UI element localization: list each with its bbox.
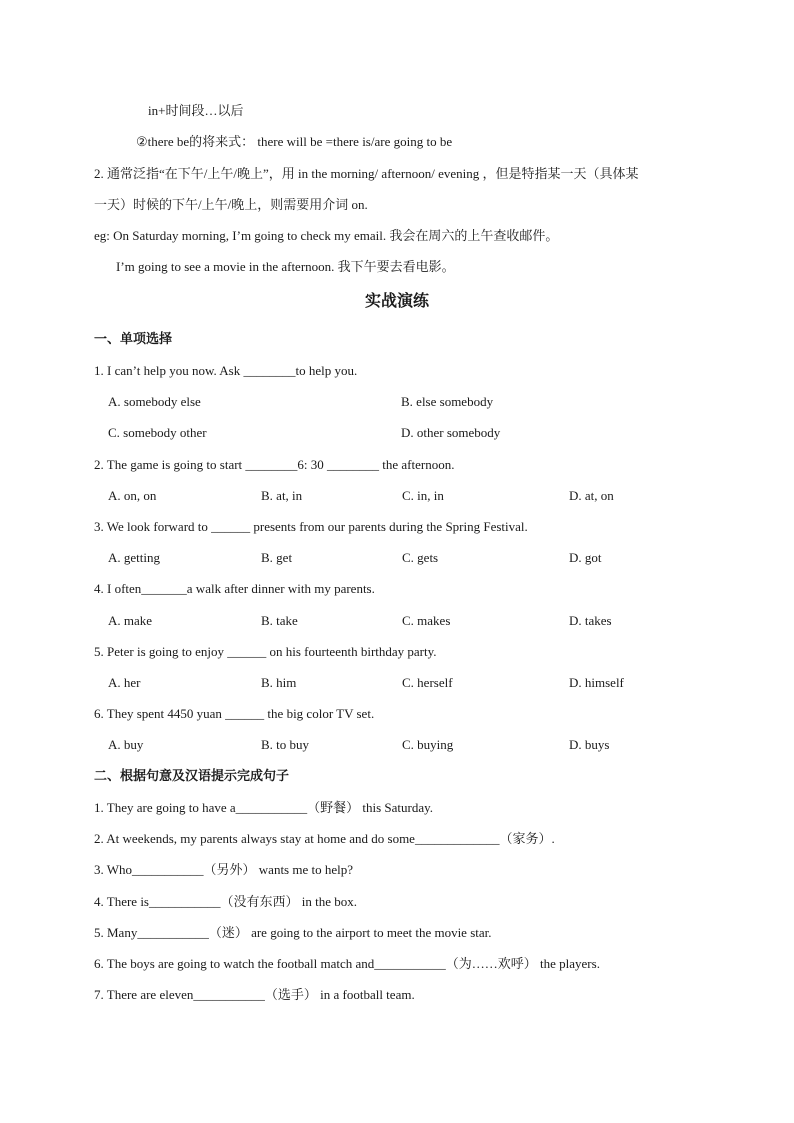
question-3-option-d: D. got bbox=[569, 550, 602, 565]
question-4-option-a: A. make bbox=[108, 613, 153, 628]
question-5-stem: 5. Peter is going to enjoy ______ on his fourteenth birthday party. bbox=[94, 644, 437, 659]
sentence-3: 3. Who___________（另外） wants me to help? bbox=[94, 862, 354, 877]
question-3-option-b: B. get bbox=[261, 550, 293, 565]
part1-heading: 一、单项选择 bbox=[94, 332, 173, 347]
question-2-option-d: D. at, on bbox=[569, 488, 614, 503]
question-5-option-a: A. her bbox=[108, 675, 141, 690]
question-3-stem: 3. We look forward to ______ presents from our parents during the Spring Festival. bbox=[94, 519, 528, 534]
question-5-option-c: C. herself bbox=[402, 675, 453, 690]
note-line-2: ②there be的将来式： there will be =there is/are going to be bbox=[136, 134, 453, 149]
question-4-stem: 4. I often_______a walk after dinner with my parents. bbox=[94, 581, 375, 596]
question-1-option-b: B. else somebody bbox=[401, 394, 494, 409]
question-1-stem: 1. I can’t help you now. Ask ________to help you. bbox=[94, 363, 358, 378]
sentence-1: 1. They are going to have a___________（野餐） this Saturday. bbox=[94, 800, 434, 815]
question-2-option-a: A. on, on bbox=[108, 488, 157, 503]
question-6-option-a: A. buy bbox=[108, 737, 144, 752]
question-2-option-c: C. in, in bbox=[402, 488, 444, 503]
question-6-option-d: D. buys bbox=[569, 737, 610, 752]
question-1-option-c: C. somebody other bbox=[108, 425, 207, 440]
question-6-option-c: C. buying bbox=[402, 737, 454, 752]
sentence-4: 4. There is___________（没有东西） in the box. bbox=[94, 894, 357, 909]
question-2-option-b: B. at, in bbox=[261, 488, 303, 503]
question-5-option-d: D. himself bbox=[569, 675, 624, 690]
question-2-stem: 2. The game is going to start ________6: 30 ________ the afternoon. bbox=[94, 457, 455, 472]
note-example-2: I’m going to see a movie in the afternoon. 我下午要去看电影。 bbox=[116, 259, 455, 274]
question-4-option-d: D. takes bbox=[569, 613, 612, 628]
section-title: 实战演练 bbox=[364, 291, 429, 310]
note-example-1: eg: On Saturday morning, I’m going to check my email. 我会在周六的上午查收邮件。 bbox=[94, 228, 559, 243]
question-6-option-b: B. to buy bbox=[261, 737, 310, 752]
sentence-7: 7. There are eleven___________（选手） in a football team. bbox=[94, 987, 415, 1002]
question-4-option-c: C. makes bbox=[402, 613, 451, 628]
sentence-2: 2. At weekends, my parents always stay at home and do some_____________（家务）. bbox=[94, 831, 555, 846]
sentence-5: 5. Many___________（迷） are going to the airport to meet the movie star. bbox=[94, 925, 492, 940]
question-5-option-b: B. him bbox=[261, 675, 297, 690]
sentence-6: 6. The boys are going to watch the football match and___________（为……欢呼） the players. bbox=[94, 956, 600, 971]
note-line-3a: 2. 通常泛指“在下午/上午/晚上”，用 in the morning/ afternoon/ evening ，但是特指某一天（具体某 bbox=[94, 166, 639, 181]
note-line-1: in+时间段…以后 bbox=[148, 103, 244, 118]
question-4-option-b: B. take bbox=[261, 613, 298, 628]
note-line-3b: 一天）时候的下午/上午/晚上，则需要用介词 on. bbox=[94, 197, 368, 212]
part2-heading: 二、根据句意及汉语提示完成句子 bbox=[94, 769, 290, 784]
question-6-stem: 6. They spent 4450 yuan ______ the big color TV set. bbox=[94, 706, 375, 721]
question-1-option-a: A. somebody else bbox=[108, 394, 201, 409]
question-3-option-c: C. gets bbox=[402, 550, 439, 565]
question-3-option-a: A. getting bbox=[108, 550, 160, 565]
question-1-option-d: D. other somebody bbox=[401, 425, 501, 440]
